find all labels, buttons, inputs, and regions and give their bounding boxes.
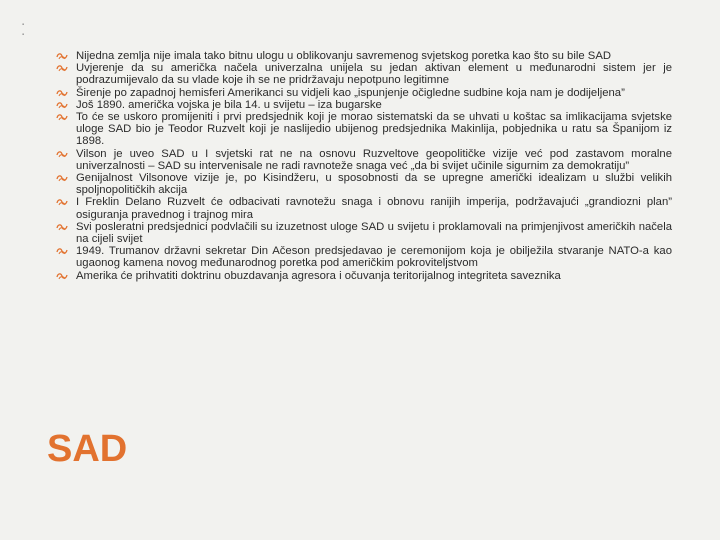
corner-mark-top: ▪ <box>22 22 25 28</box>
list-item <box>56 196 672 220</box>
curl-bullet-icon <box>56 100 68 110</box>
curl-bullet-icon <box>56 51 68 61</box>
bullet-text: Genijalnost Vilsonove vizije je, po Kisindžeru, u sposobnosti da se upregne američki idealizam u službi velikih spoljnopolitičkih akcija <box>76 172 672 197</box>
slide-title: SAD <box>47 428 128 470</box>
curl-bullet-icon <box>56 63 68 73</box>
bullet-text: Amerika će prihvatiti doktrinu obuzdavanja agresora i očuvanja teritorijalnog integriteta saveznika <box>76 269 561 282</box>
curl-bullet-icon <box>56 112 68 122</box>
list-item <box>56 99 672 111</box>
bullet-text: Uvjerenje da su američka načela univerzalna unijela su jedan aktivan element u međunarodni sistem jer je podrazumijevalo da su vlade koje ih se ne pridržavaju nepotpuno legitimne <box>76 62 672 87</box>
bullet-text: Vilson je uveo SAD u I svjetski rat ne na osnovu Ruzveltove geopolitičke vizije već pod zastavom moralne univerzalnosti – SAD su intervenisale ne radi ravnoteže snaga već „da bi svijet učinile sigurnim za demokratiju” <box>76 147 672 172</box>
list-item <box>56 87 672 99</box>
list-item <box>56 245 672 269</box>
curl-bullet-icon <box>56 197 68 207</box>
list-item <box>56 270 672 282</box>
bullet-text: Nijedna zemlja nije imala tako bitnu ulogu u oblikovanju savremenog svjetskog poretka kao što su bile SAD <box>76 50 612 62</box>
list-item <box>56 50 672 62</box>
list-item <box>56 62 672 86</box>
corner-marks <box>22 20 24 40</box>
bullet-text: I Freklin Delano Ruzvelt će odbacivati ravnotežu snaga i obnovu ranijih imperija, podržavajući „grandiozni plan” osiguranja pravednog i trajnog mira <box>76 196 672 221</box>
list-item <box>56 148 672 172</box>
bullet-text: Još 1890. američka vojska je bila 14. u svijetu – iza bugarske <box>76 98 382 111</box>
curl-bullet-icon <box>56 222 68 232</box>
bullet-text: Širenje po zapadnoj hemisferi Amerikanci su vidjeli kao „ispunjenje očigledne sudbine koja nam je dodijeljena” <box>76 86 625 99</box>
bullet-list <box>56 50 672 282</box>
bullet-text: To će se uskoro promijeniti i prvi predsjednik koji je morao sistematski da se uhvati u koštac sa imlikacijama svjetske uloge SAD bio je Teodor Ruzvelt koji je naslijedio ubijenog predsjednika Makinlija, pobjednika u ratu sa Španijom iz 1898. <box>76 111 672 148</box>
curl-bullet-icon <box>56 246 68 256</box>
corner-mark-bottom: ▪ <box>22 32 25 38</box>
bullet-text: Svi posleratni predsjednici podvlačili su izuzetnost uloge SAD u svijetu i proklamovali na primjenjivost američkih načela na cijeli svijet <box>76 220 672 246</box>
curl-bullet-icon <box>56 149 68 159</box>
list-item <box>56 111 672 148</box>
bullet-text: 1949. Trumanov državni sekretar Din Ačeson predsjedavao je ceremonijom koja je obilježila stvaranje NATO-a kao ugaonog kamena novog međunarodnog poretka pod američkim pokroviteljstvom <box>76 245 672 270</box>
curl-bullet-icon <box>56 271 68 281</box>
curl-bullet-icon <box>56 173 68 183</box>
curl-bullet-icon <box>56 88 68 98</box>
list-item <box>56 172 672 196</box>
list-item <box>56 221 672 245</box>
